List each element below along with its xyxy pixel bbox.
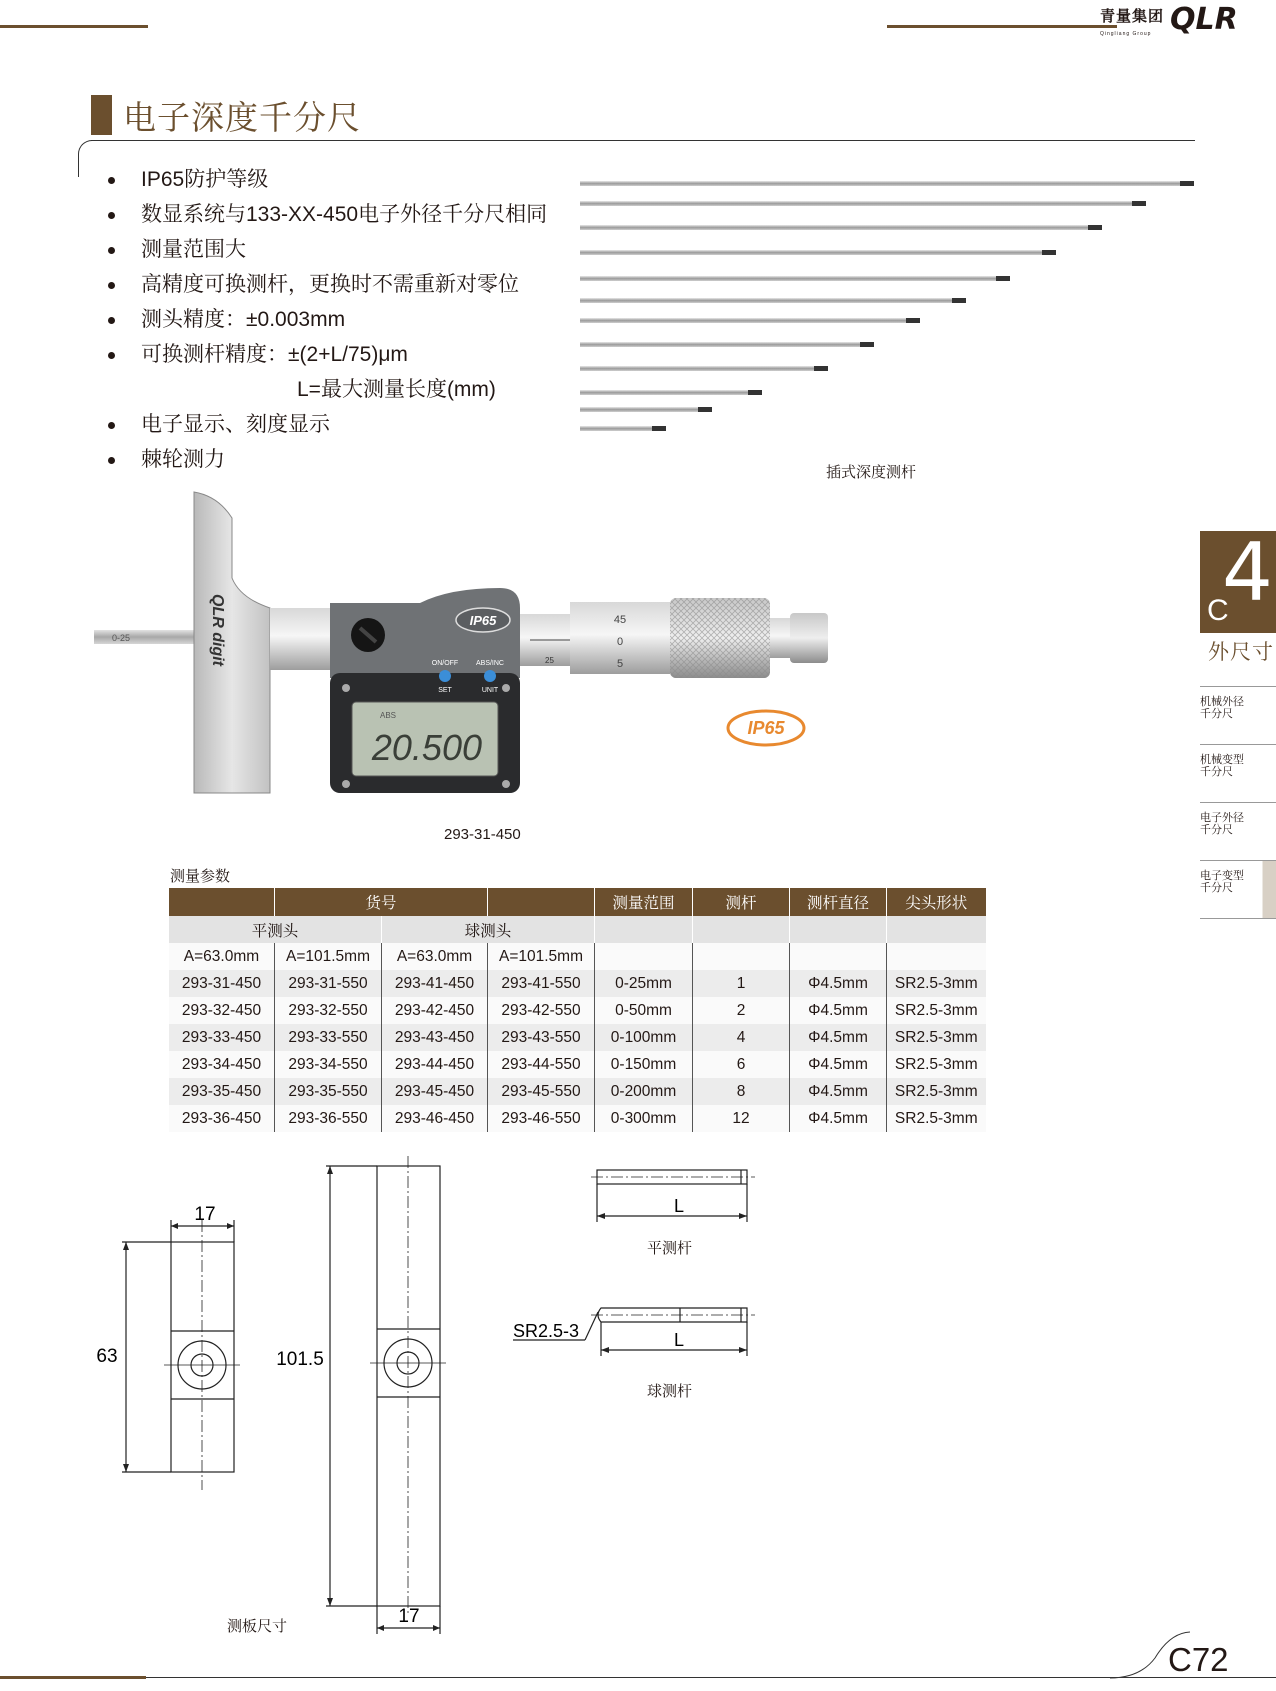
table-cell: 293-36-550 [275,1105,382,1132]
footer-rule-left [0,1676,146,1679]
rods-image [575,170,1205,440]
bullet-icon [108,177,115,184]
table-cell: 293-34-450 [169,1051,275,1078]
large-base-width: 17 [398,1606,420,1627]
ip65-badge-text: IP65 [747,718,785,738]
table-subheader: 平测头 [169,916,382,943]
page-title: 电子深度千分尺 [123,99,361,136]
base-plate-caption: 测板尺寸 [227,1618,288,1635]
shaft-range-label: 0-25 [112,633,131,643]
ratchet-neck [770,618,790,658]
ball-rod-caption: 球测杆 [647,1383,693,1400]
table-cell: A=63.0mm [169,943,275,970]
table-cell: SR2.5-3mm [887,1024,986,1051]
footer-rule [146,1677,1276,1678]
table-cell: 0-25mm [595,970,693,997]
measuring-rod [94,630,194,644]
base-plate-drawing [80,1150,480,1640]
ball-rod-radius: SR2.5-3 [513,1321,580,1341]
feature-item: IP65防护等级 [105,162,547,197]
table-cell: 293-44-450 [382,1051,488,1078]
unit-button[interactable] [484,670,496,682]
table-header: 尖头形状 [887,888,986,916]
feature-list [105,162,547,477]
table-subheader-row [169,916,986,943]
table-cell: 293-45-550 [488,1078,595,1105]
small-base-width: 17 [194,1204,216,1225]
set-label: SET [438,687,452,694]
feature-item: 高精度可换测杆，更换时不需重新对零位 [105,267,547,302]
bullet-icon [108,457,115,464]
table-cell: Φ4.5mm [790,1078,887,1105]
table-cell: Φ4.5mm [790,1105,887,1132]
table-cell: 293-35-450 [169,1078,275,1105]
table-cell: A=63.0mm [382,943,488,970]
table-cell: 2 [693,997,790,1024]
feature-item: 棘轮测力 [105,442,547,477]
section-tab-label: 外尺寸 [1208,641,1274,664]
ratchet-stop[interactable] [790,613,828,663]
bullet-icon [108,317,115,324]
table-cell: 1 [693,970,790,997]
table-row [169,1078,986,1105]
table-cell: 0-300mm [595,1105,693,1132]
table-cell: 6 [693,1051,790,1078]
side-nav-end [1200,918,1276,919]
table-cell: 293-33-550 [275,1024,382,1051]
table-cell: 293-41-550 [488,970,595,997]
base-brand-mark: QLR digit [209,594,226,666]
table-cell: 293-45-450 [382,1078,488,1105]
title-rule [91,140,1195,141]
table-cell: SR2.5-3mm [887,997,986,1024]
product-model-caption: 293-31-450 [444,826,521,843]
table-cell: Φ4.5mm [790,1024,887,1051]
title-marker [91,95,112,135]
table-cell: 293-43-450 [382,1024,488,1051]
set-button[interactable] [439,670,451,682]
table-cell: 0-200mm [595,1078,693,1105]
table-row [169,1024,986,1051]
bullet-icon [108,282,115,289]
section-tab-letter: C [1207,594,1229,627]
header-rule-left [0,25,148,28]
table-cell: A=101.5mm [488,943,595,970]
table-header [169,888,275,916]
flat-rod-length: L [673,1196,685,1216]
table-caption: 测量参数 [170,868,231,885]
brand-name-en: Qingliang Group [1100,31,1152,37]
abs-inc-label: ABS/INC [475,660,505,667]
bullet-icon [108,212,115,219]
barrel-neck [270,608,330,670]
bullet-icon [108,422,115,429]
large-base-outline [377,1166,440,1606]
feature-note: L=最大测量长度(mm) [297,378,496,401]
table-cell: 293-32-450 [169,997,275,1024]
side-nav-item-digital-variant[interactable]: 电子变型 千分尺 [1200,860,1276,918]
table-header [488,888,595,916]
table-cell: SR2.5-3mm [887,1051,986,1078]
table-cell: 293-31-550 [275,970,382,997]
table-cell: 8 [693,1078,790,1105]
table-cell: 293-44-550 [488,1051,595,1078]
table-cell: 293-46-450 [382,1105,488,1132]
table-cell: Φ4.5mm [790,970,887,997]
table-cell: Φ4.5mm [790,997,887,1024]
thimble-scale-5: 5 [616,658,624,670]
large-base-height: 101.5 [276,1349,324,1370]
brand-name-cn: 青量集团 [1100,8,1165,25]
table-header-row [169,888,986,916]
table-cell: 0-100mm [595,1024,693,1051]
table-header: 测杆 [693,888,790,916]
table-a-row [169,943,986,970]
table-row [169,1051,986,1078]
bullet-icon [108,352,115,359]
table-cell: 0-150mm [595,1051,693,1078]
side-nav-item-mechanical-variant[interactable]: 机械变型 千分尺 [1200,744,1276,802]
table-cell: Φ4.5mm [790,1051,887,1078]
ball-rod-length: L [673,1330,685,1350]
bullet-icon [108,247,115,254]
feature-item: 可换测杆精度：±(2+L/75)μm [105,337,547,372]
page-number: C72 [1168,1641,1229,1678]
rod-drawings [505,1160,795,1380]
table-subheader: 球测头 [382,916,595,943]
table-cell: 4 [693,1024,790,1051]
ip65-emblem-text: IP65 [469,613,497,628]
table-cell: SR2.5-3mm [887,970,986,997]
table-cell: 293-41-450 [382,970,488,997]
title-rule-curve [78,140,95,177]
thimble-scale-0: 0 [616,636,624,648]
header-rule-right [887,25,1117,28]
sleeve-mark: 25 [545,656,554,665]
table-cell: 293-42-550 [488,997,595,1024]
feature-item: 数显系统与133-XX-450电子外径千分尺相同 [105,197,547,232]
table-header: 货号 [275,888,488,916]
table-cell: SR2.5-3mm [887,1078,986,1105]
depth-micrometer-image [90,488,900,800]
table-header: 测杆直径 [790,888,887,916]
table-row [169,970,986,997]
table-cell: A=101.5mm [275,943,382,970]
table-cell: 293-36-450 [169,1105,275,1132]
table-cell: 0-50mm [595,997,693,1024]
lcd-mode: ABS [380,711,397,720]
flat-rod-caption: 平测杆 [647,1240,693,1257]
rods-caption: 插式深度测杆 [826,464,917,481]
section-tab-number: 4 [1222,526,1273,619]
feature-item: 电子显示、刻度显示 [105,407,547,442]
table-row [169,997,986,1024]
brand-logo: QLR [1170,2,1238,37]
thimble-scale-45: 45 [613,614,627,626]
table-cell: 293-31-450 [169,970,275,997]
table-cell: 12 [693,1105,790,1132]
rod-set [580,181,1194,431]
table-cell: 293-42-450 [382,997,488,1024]
table-cell: 293-35-550 [275,1078,382,1105]
table-cell: 293-34-550 [275,1051,382,1078]
side-nav-item-mechanical-outside[interactable]: 机械外径 千分尺 [1200,686,1276,744]
small-base-height: 63 [96,1346,118,1367]
table-cell: 293-43-550 [488,1024,595,1051]
table-header: 测量范围 [595,888,693,916]
side-nav-item-digital-outside[interactable]: 电子外径 千分尺 [1200,802,1276,860]
table-cell: SR2.5-3mm [887,1105,986,1132]
unit-label: UNIT [481,687,499,694]
lcd-reading: 20.500 [371,727,482,768]
depth-base [194,492,270,793]
table-cell: 293-32-550 [275,997,382,1024]
spec-table [168,888,986,1132]
table-row [169,1105,986,1132]
feature-item: 测量范围大 [105,232,547,267]
feature-item: 测头精度：±0.003mm [105,302,547,337]
table-cell: 293-33-450 [169,1024,275,1051]
side-nav [1200,686,1276,919]
table-cell: 293-46-550 [488,1105,595,1132]
on-off-label: ON/OFF [431,660,459,667]
